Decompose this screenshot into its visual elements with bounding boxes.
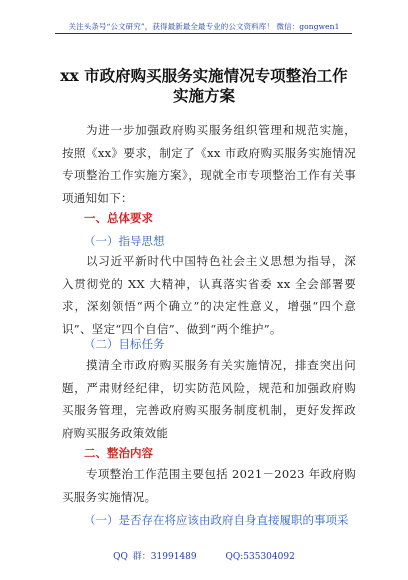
title-line-2: 实施方案: [172, 86, 235, 105]
header-rule: [55, 33, 352, 34]
section-1-sub-2-heading: （二）目标任务: [84, 337, 165, 351]
section-1-sub-1-paragraph: 以习近平新时代中国特色社会主义思想为指导，深入贯彻党的 XX 大精神，认真落实省委 xx 全会部署要求，深刻领悟“两个确立”的决定性意义，增强“四个意识”、坚定“四个自信”、做到“两个维护”。: [62, 254, 356, 336]
footer-qq: QQ:535304092: [225, 552, 295, 562]
intro-paragraph: 为进一步加强政府购买服务组织管理和规范实施，按照《xx》要求，制定了《xx 市政府购买服务实施情况专项整治工作实施方案》，现就全市专项整治工作有关事项通知如下：: [62, 123, 356, 205]
title-line-1: xx 市政府购买服务实施情况专项整治工作: [60, 66, 348, 85]
footer-contacts: [0, 549, 408, 562]
footer-qq-group: QQ 群：31991489: [113, 552, 197, 562]
section-1-heading: 一、总体要求: [84, 211, 153, 225]
section-1-sub-2-paragraph: 摸清全市政府购买服务有关实施情况，排查突出问题，严肃财经纪律，切实防范风险，规范和加强政府购买服务管理，完善政府购买服务制度机制，更好发挥政府购买服务政策效能: [62, 358, 356, 440]
section-2-heading: 二、整治内容: [84, 446, 153, 460]
section-2-paragraph: 专项整治工作范围主要包括 2021－2023 年政府购买服务实施情况。: [62, 467, 356, 504]
header-banner: 关注头条号“公文研究”，获得最新最全最专业的公文资料库！ 微信：gongwen1: [68, 22, 340, 31]
section-1-sub-1-heading: （一）指导思想: [84, 234, 165, 248]
section-2-sub-1-heading: （一）是否存在将应该由政府自身直接履职的事项采: [84, 513, 349, 527]
document-title: [40, 66, 368, 106]
